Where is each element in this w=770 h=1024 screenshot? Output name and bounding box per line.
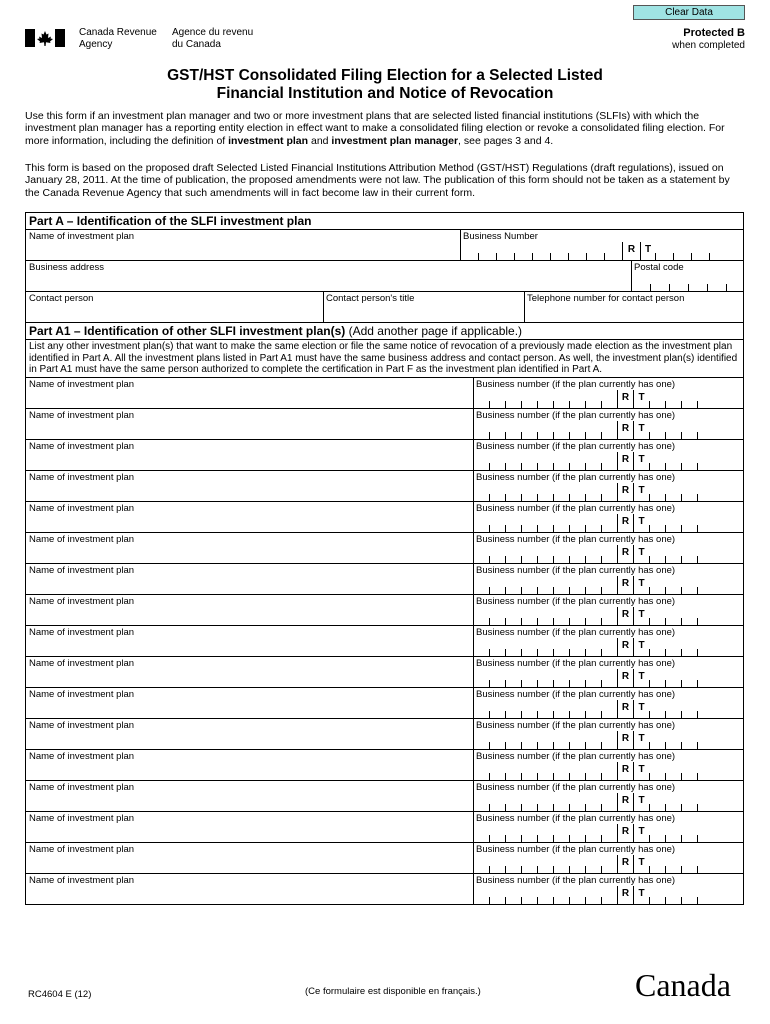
business-number-label: Business number (if the plan currently has one) <box>476 874 676 886</box>
rt-r-label: R <box>617 390 633 408</box>
business-number-field[interactable] <box>473 731 713 749</box>
rt-r-label: R <box>617 824 633 842</box>
plan-name-label: Name of investment plan <box>29 533 135 545</box>
rt-r-label: R <box>617 638 633 656</box>
rt-t-label: T <box>633 638 649 656</box>
plan-name-field[interactable] <box>26 378 473 408</box>
rt-r-label: R <box>617 607 633 625</box>
plan-name-label: Name of investment plan <box>29 378 135 390</box>
part-a1-heading: Part A1 – Identification of other SLFI investment plan(s) (Add another page if applicable.) <box>26 323 743 340</box>
plan-row <box>26 471 743 502</box>
plan-name-label: Name of investment plan <box>29 688 135 700</box>
plan-name-field[interactable] <box>26 719 473 749</box>
business-number-label: Business number (if the plan currently has one) <box>476 564 676 576</box>
plan-name-label: Name of investment plan <box>29 843 135 855</box>
plan-name-label: Name of investment plan <box>29 231 135 242</box>
rt-t-label: T <box>633 545 649 563</box>
business-number-field[interactable] <box>473 390 713 408</box>
part-a-address-row <box>26 261 743 292</box>
french-availability-note: (Ce formulaire est disponible en français.) <box>305 986 481 997</box>
business-number-field[interactable] <box>473 700 713 718</box>
rt-t-label: T <box>633 452 649 470</box>
plan-name-field[interactable] <box>26 471 473 501</box>
plan-name-field[interactable] <box>26 564 473 594</box>
business-number-field[interactable] <box>473 855 713 873</box>
rt-t-label: T <box>633 576 649 594</box>
part-a1-description: List any other investment plan(s) that want to make the same election or file the same notice of revocation of a previously made election as the investment plan identified in Part A. All the investment plans listed in Part A1 must have the same business address and contact person. As well, the investment plan(s) identified in Part A1 must have the same person authorized to complete the certification in Part F as the investment plan identified in Part A. <box>26 340 743 378</box>
rt-t-label: T <box>633 700 649 718</box>
postal-code-field[interactable] <box>631 273 745 291</box>
rt-r-label: R <box>617 762 633 780</box>
form-code: RC4604 E (12) <box>28 989 92 1000</box>
plan-row <box>26 564 743 595</box>
plan-name-label: Name of investment plan <box>29 657 135 669</box>
plan-name-label: Name of investment plan <box>29 409 135 421</box>
plan-name-label: Name of investment plan <box>29 781 135 793</box>
part-a-contact-row <box>26 292 743 323</box>
business-number-field[interactable] <box>473 669 713 687</box>
rt-t-label: T <box>633 793 649 811</box>
plan-row <box>26 688 743 719</box>
plan-name-field[interactable] <box>26 750 473 780</box>
part-a1-plan-list <box>26 378 743 905</box>
plan-row <box>26 378 743 409</box>
plan-name-field[interactable] <box>26 843 473 873</box>
rt-t-label: T <box>633 514 649 532</box>
part-a-name-row <box>26 230 743 261</box>
business-number-field[interactable] <box>473 545 713 563</box>
plan-name-label: Name of investment plan <box>29 750 135 762</box>
plan-name-label: Name of investment plan <box>29 502 135 514</box>
intro-paragraph-1: Use this form if an investment plan manager and two or more investment plans that are selected listed financial institutions (SLFIs) with which the investment plan manager has a reporting entity election in effect want to make a consolidated filing election or revoke a consolidated filing election. For more information, including the definition of investment plan and investment plan manager, see pages 3 and 4. <box>25 110 725 147</box>
business-number-label: Business number (if the plan currently has one) <box>476 781 676 793</box>
rt-t-label: T <box>633 421 649 439</box>
rt-t-label: T <box>633 669 649 687</box>
rt-r-label: R <box>617 669 633 687</box>
rt-t-label: T <box>640 242 655 260</box>
rt-r-label: R <box>617 731 633 749</box>
business-number-label: Business number (if the plan currently has one) <box>476 657 676 669</box>
plan-name-label: Name of investment plan <box>29 874 135 886</box>
rt-r-label: R <box>617 793 633 811</box>
rt-r-label: R <box>617 576 633 594</box>
contact-phone-label: Telephone number for contact person <box>527 293 685 304</box>
rt-t-label: T <box>633 886 649 904</box>
plan-name-label: Name of investment plan <box>29 626 135 638</box>
plan-row <box>26 626 743 657</box>
business-number-field[interactable] <box>473 452 713 470</box>
agency-name-fr: Agence du revenu du Canada <box>172 27 254 50</box>
business-number-field[interactable] <box>473 793 713 811</box>
rt-t-label: T <box>633 390 649 408</box>
plan-row <box>26 874 743 905</box>
plan-name-field[interactable] <box>26 781 473 811</box>
rt-r-label: R <box>617 483 633 501</box>
contact-person-label: Contact person <box>29 293 94 304</box>
plan-name-label: Name of investment plan <box>29 719 135 731</box>
contact-title-label: Contact person's title <box>326 293 415 304</box>
business-address-label: Business address <box>29 262 104 273</box>
business-number-field[interactable] <box>473 483 713 501</box>
plan-name-label: Name of investment plan <box>29 440 135 452</box>
plan-name-field[interactable] <box>26 688 473 718</box>
part-a-heading: Part A – Identification of the SLFI investment plan <box>26 213 743 230</box>
rt-r-label: R <box>622 242 640 260</box>
business-number-label: Business number (if the plan currently has one) <box>476 719 676 731</box>
business-number-field[interactable] <box>473 762 713 780</box>
business-number-label: Business number (if the plan currently has one) <box>476 843 676 855</box>
canada-wordmark: Canada <box>635 967 731 1003</box>
rt-r-label: R <box>617 452 633 470</box>
plan-name-label: Name of investment plan <box>29 564 135 576</box>
business-number-field[interactable] <box>473 514 713 532</box>
business-number-field[interactable] <box>473 576 713 594</box>
rt-t-label: T <box>633 824 649 842</box>
plan-row <box>26 502 743 533</box>
intro-paragraph-2: This form is based on the proposed draft Selected Listed Financial Institutions Attribution Method (GST/HST) Regulations (draft regulations), issued on January 28, 2011. At the time of publication, the proposed amendments were not law. The publication of this form should not be taken as a statement by the Canada Revenue Agency that such amendments will in fact become law in their current form. <box>25 162 730 199</box>
business-number-label: Business number (if the plan currently has one) <box>476 750 676 762</box>
rt-r-label: R <box>617 855 633 873</box>
business-number-field[interactable] <box>473 886 713 904</box>
business-address-field[interactable] <box>26 261 631 291</box>
plan-name-field[interactable] <box>26 812 473 842</box>
plan-row <box>26 781 743 812</box>
plan-name-label: Name of investment plan <box>29 812 135 824</box>
plan-row <box>26 750 743 781</box>
business-number-label: Business number (if the plan currently has one) <box>476 688 676 700</box>
business-number-field[interactable] <box>473 607 713 625</box>
business-number-field[interactable] <box>473 638 713 656</box>
rt-r-label: R <box>617 514 633 532</box>
rt-t-label: T <box>633 483 649 501</box>
protected-b-notice: Protected B when completed <box>672 27 745 51</box>
plan-name-field[interactable] <box>26 409 473 439</box>
plan-name-field[interactable] <box>26 533 473 563</box>
plan-row <box>26 409 743 440</box>
rt-r-label: R <box>617 886 633 904</box>
plan-row <box>26 812 743 843</box>
rt-t-label: T <box>633 762 649 780</box>
election-form <box>25 212 744 905</box>
contact-person-field[interactable] <box>26 292 323 322</box>
business-number-label: Business number (if the plan currently has one) <box>476 440 676 452</box>
plan-name-field[interactable] <box>26 440 473 470</box>
contact-title-field[interactable] <box>323 292 524 322</box>
business-number-label: Business number (if the plan currently has one) <box>476 502 676 514</box>
plan-row <box>26 440 743 471</box>
plan-row <box>26 843 743 874</box>
plan-name-label: Name of investment plan <box>29 595 135 607</box>
header <box>25 27 745 57</box>
page-title: GST/HST Consolidated Filing Election for a Selected Listed Financial Institution and Notice of Revocation <box>167 67 603 102</box>
contact-phone-field[interactable] <box>524 292 745 322</box>
plan-row <box>26 533 743 564</box>
business-number-label: Business number (if the plan currently has one) <box>476 409 676 421</box>
business-number-label: Business number (if the plan currently has one) <box>476 533 676 545</box>
business-number-label: Business number (if the plan currently has one) <box>476 471 676 483</box>
business-number-label: Business number (if the plan currently has one) <box>476 378 676 390</box>
plan-row <box>26 657 743 688</box>
business-number-label: Business number (if the plan currently has one) <box>476 626 676 638</box>
plan-name-field[interactable] <box>26 230 460 260</box>
rt-r-label: R <box>617 545 633 563</box>
rt-t-label: T <box>633 607 649 625</box>
postal-code-label: Postal code <box>634 262 684 273</box>
plan-name-field[interactable] <box>26 657 473 687</box>
plan-row <box>26 719 743 750</box>
business-number-field[interactable] <box>473 824 713 842</box>
rt-t-label: T <box>633 855 649 873</box>
plan-row <box>26 595 743 626</box>
rt-t-label: T <box>633 731 649 749</box>
business-number-field[interactable] <box>460 242 727 260</box>
business-number-field[interactable] <box>473 421 713 439</box>
rt-r-label: R <box>617 700 633 718</box>
plan-name-label: Name of investment plan <box>29 471 135 483</box>
agency-name-en: Canada Revenue Agency <box>79 27 157 50</box>
clear-data-button[interactable]: Clear Data <box>633 5 745 20</box>
business-number-label: Business Number <box>463 231 538 242</box>
plan-name-field[interactable] <box>26 595 473 625</box>
plan-name-field[interactable] <box>26 874 473 904</box>
business-number-label: Business number (if the plan currently has one) <box>476 595 676 607</box>
business-number-label: Business number (if the plan currently has one) <box>476 812 676 824</box>
rt-r-label: R <box>617 421 633 439</box>
plan-name-field[interactable] <box>26 502 473 532</box>
canada-flag-icon <box>25 29 65 47</box>
plan-name-field[interactable] <box>26 626 473 656</box>
